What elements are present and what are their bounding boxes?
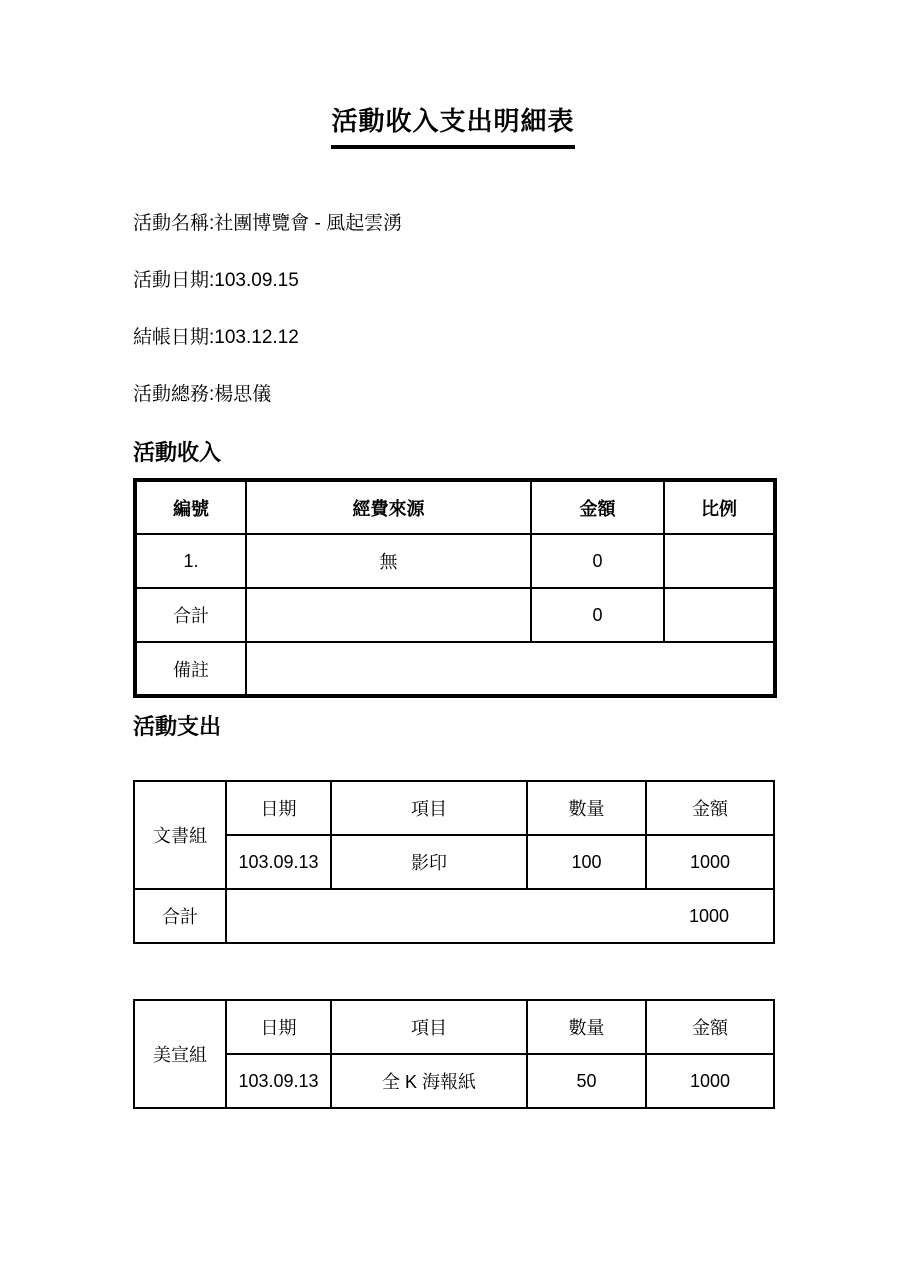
- document-title-wrap: [133, 0, 773, 149]
- income-cell-amount: 0: [531, 534, 664, 588]
- income-table: [133, 478, 777, 698]
- income-header-ratio: 比例: [664, 480, 775, 534]
- expense1-total-label: 合計: [134, 889, 226, 943]
- info-line-activity-date: [133, 268, 773, 294]
- expense1-header-amount: 金額: [646, 781, 774, 835]
- info-line-treasurer: [133, 382, 773, 408]
- info-value-activity-date: 103.09.15: [214, 270, 299, 291]
- expense1-group-name: 文書組: [134, 781, 226, 889]
- expense1-cell-item: 影印: [331, 835, 527, 889]
- income-total-ratio-empty: [664, 588, 775, 642]
- info-value-closing-date: 103.12.12: [214, 327, 299, 348]
- expense2-cell-item: 全 K 海報紙: [331, 1054, 527, 1108]
- income-total-source-empty: [246, 588, 531, 642]
- info-value-treasurer: 楊思儀: [214, 384, 272, 405]
- expense2-header-qty: 數量: [527, 1000, 646, 1054]
- info-label-treasurer: 活動總務:: [133, 384, 215, 405]
- income-total-amount: 0: [531, 588, 664, 642]
- income-header-row: [135, 480, 775, 534]
- income-header-source: 經費來源: [246, 480, 531, 534]
- expense1-total-row: [134, 889, 774, 943]
- info-line-closing-date: [133, 325, 773, 351]
- expense-table-documents-group: [133, 780, 775, 944]
- income-note-value: [246, 642, 775, 696]
- expense-table-art-group: [133, 999, 775, 1109]
- expense2-data-row: [134, 1054, 774, 1108]
- expense1-cell-amount: 1000: [646, 835, 774, 889]
- expense1-header-item: 項目: [331, 781, 527, 835]
- info-value-activity-name: 社團博覽會 - 風起雲湧: [214, 213, 403, 234]
- document-title: 活動收入支出明細表: [331, 104, 574, 149]
- info-block: [133, 211, 773, 408]
- expense2-header-row: [134, 1000, 774, 1054]
- expense2-cell-amount: 1000: [646, 1054, 774, 1108]
- expense1-header-row: [134, 781, 774, 835]
- income-note-row: [135, 642, 775, 696]
- expense1-header-qty: 數量: [527, 781, 646, 835]
- income-total-row: [135, 588, 775, 642]
- income-header-amount: 金額: [531, 480, 664, 534]
- info-line-activity-name: [133, 211, 773, 237]
- income-cell-no: 1.: [135, 534, 246, 588]
- expense1-cell-qty: 100: [527, 835, 646, 889]
- expense2-header-date: 日期: [226, 1000, 331, 1054]
- expense1-data-row: [134, 835, 774, 889]
- expense1-total-span-cell: [226, 889, 774, 943]
- income-cell-source: 無: [246, 534, 531, 588]
- income-cell-ratio: [664, 534, 775, 588]
- info-label-closing-date: 結帳日期:: [133, 327, 215, 348]
- expense-section-heading: 活動支出: [133, 714, 222, 739]
- expense1-total-slot: [227, 890, 773, 942]
- income-note-label: 備註: [135, 642, 246, 696]
- income-data-row: [135, 534, 775, 588]
- document-content: [133, 0, 773, 1109]
- expense2-cell-qty: 50: [527, 1054, 646, 1108]
- income-total-label: 合計: [135, 588, 246, 642]
- expense1-header-date: 日期: [226, 781, 331, 835]
- expense2-header-item: 項目: [331, 1000, 527, 1054]
- info-label-activity-date: 活動日期:: [133, 270, 215, 291]
- income-section-heading: 活動收入: [133, 440, 222, 465]
- info-label-activity-name: 活動名稱:: [133, 213, 215, 234]
- expense2-cell-date: 103.09.13: [226, 1054, 331, 1108]
- expense1-total-amount: 1000: [688, 905, 730, 926]
- income-header-no: 編號: [135, 480, 246, 534]
- expense2-header-amount: 金額: [646, 1000, 774, 1054]
- expense1-cell-date: 103.09.13: [226, 835, 331, 889]
- expense2-group-name: 美宣組: [134, 1000, 226, 1108]
